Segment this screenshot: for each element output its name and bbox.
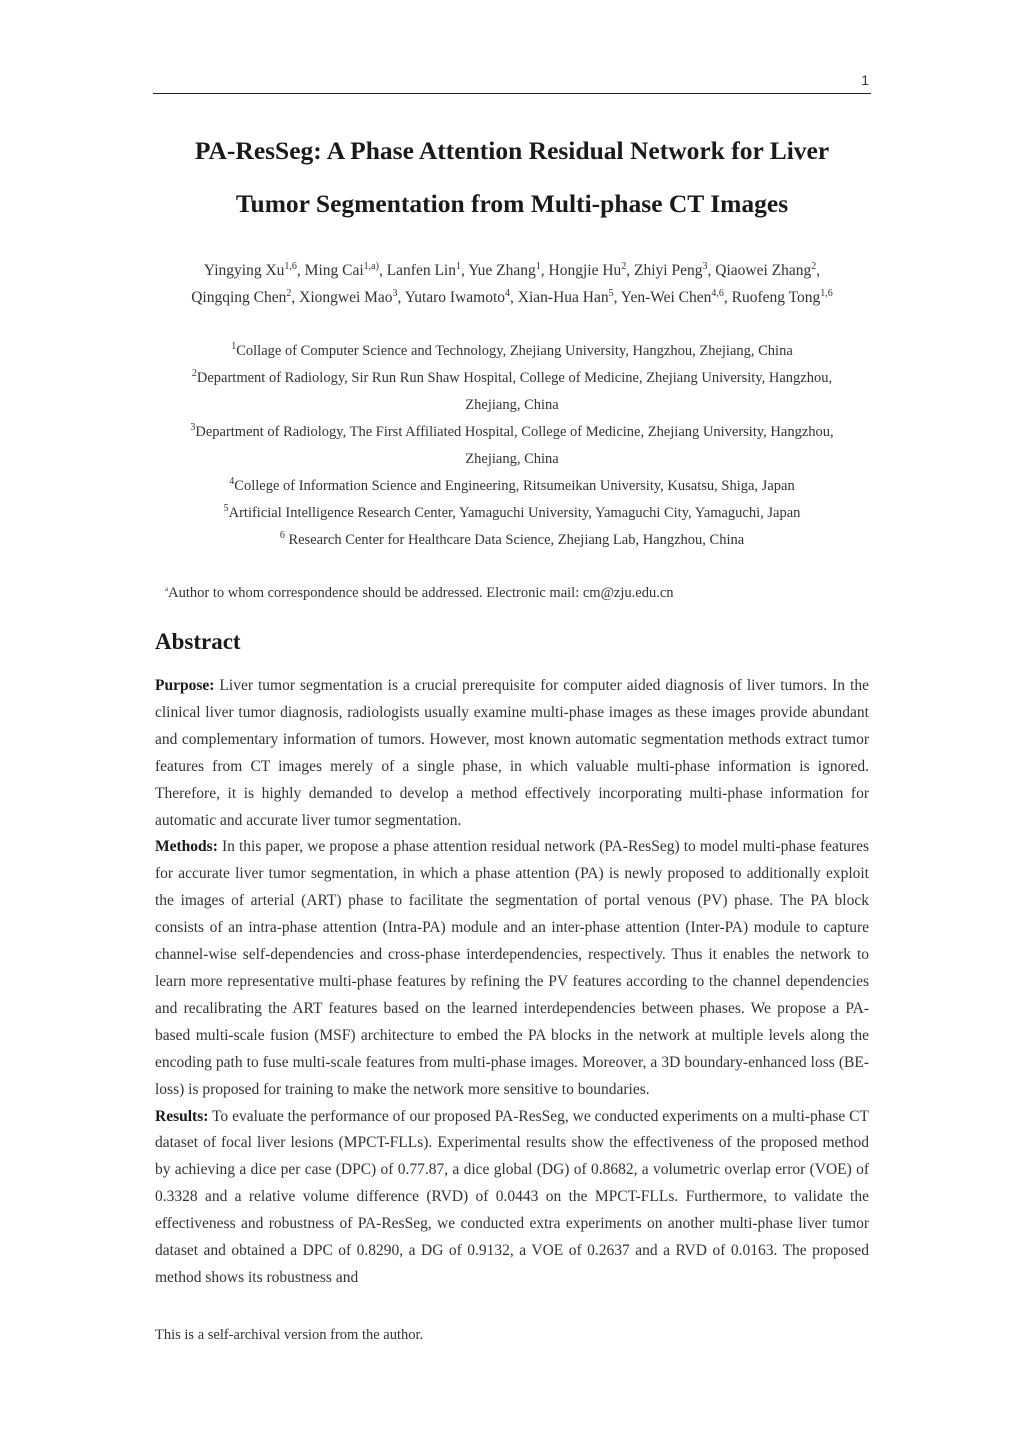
affiliation-text: Artificial Intelligence Research Center, Yamaguchi University, Yamaguchi City, Yamaguchi, Japan (228, 505, 801, 521)
author-affiliation-marker: 1,6 (284, 260, 297, 272)
affiliation-marker: 4 (229, 476, 235, 488)
abstract-methods (155, 834, 869, 1103)
affiliation-line (100, 343, 924, 360)
section-text-methods: In this paper, we propose a phase attention residual network (PA-ResSeg) to model multi-phase features for accurate liver tumor segmentation, in which a phase attention (PA) is newly proposed to additionally exploit the images of arterial (ART) phase to facilitate the segmentation of portal venous (PV) phase. The PA block consists of an intra-phase attention (Intra-PA) module and an inter-phase attention (Inter-PA) module to capture channel-wise self-dependencies and cross-phase interdependencies, respectively. Thus it enables the network to learn more representative multi-phase features by refining the PV features according to the channel dependencies and recalibrating the ART features based on the learned interdependencies between phases. We propose a PA-based multi-scale fusion (MSF) architecture to embed the PA blocks in the network at multiple levels along the encoding path to fuse multi-scale features from multi-phase images. Moreover, a 3D boundary-enhanced loss (BE-loss) is proposed for training to make the network more sensitive to boundaries. (155, 838, 869, 1098)
author-affiliation-marker: 1 (456, 260, 461, 272)
correspondence-note (165, 585, 674, 602)
author-separator: , (540, 262, 549, 279)
author-name: Qiaowei Zhang (715, 262, 812, 279)
author-affiliation-marker: 2 (286, 287, 292, 299)
author-separator: , (296, 262, 305, 279)
affiliation-marker: 1 (231, 341, 237, 353)
affiliation-marker: 3 (190, 422, 196, 434)
section-text-purpose: Liver tumor segmentation is a crucial prerequisite for computer aided diagnosis of liver tumors. In the clinical liver tumor diagnosis, radiologists usually examine multi-phase images as these images provide abundant and complementary information of tumors. However, most known automatic segmentation methods extract tumor features from CT images merely of a single phase, in which valuable multi-phase information is ignored. Therefore, it is highly demanded to develop a method effectively incorporating multi-phase information for automatic and accurate liver tumor segmentation. (155, 677, 869, 829)
author-name: Zhiyi Peng (634, 262, 703, 279)
author-name: Yingying Xu (203, 262, 285, 279)
author-name: Ming Cai (304, 262, 364, 279)
affiliation-text: Department of Radiology, Sir Run Run Shaw Hospital, College of Medicine, Zhejiang University, Hangzhou, (196, 370, 833, 386)
affiliation-text: Zhejiang, China (465, 451, 559, 467)
author-affiliation-marker: 4 (505, 287, 511, 299)
author-separator: , (510, 289, 518, 306)
author-separator: , (816, 262, 821, 279)
affiliation-line (100, 424, 924, 441)
affiliation-line (100, 451, 924, 468)
author-separator: , (397, 289, 405, 306)
affiliation-text: Collage of Computer Science and Technology, Zhejiang University, Hangzhou, Zhejiang, China (236, 343, 793, 359)
affiliation-marker: 6 (279, 530, 285, 542)
author-list-line-2 (100, 289, 924, 307)
section-text-results: To evaluate the performance of our proposed PA-ResSeg, we conducted experiments on a multi-phase CT dataset of focal liver lesions (MPCT-FLLs). Experimental results show the effectiveness of the proposed method by achieving a dice per case (DPC) of 0.77.87, a dice global (DG) of 0.8682, a volumetric overlap error (VOE) of 0.3328 and a relative volume difference (RVD) of 0.0443 on the MPCT-FLLs. Furthermore, to validate the effectiveness and robustness of PA-ResSeg, we conducted extra experiments on another multi-phase liver tumor dataset and obtained a DPC of 0.8290, a DG of 0.9132, a VOE of 0.2637 and a RVD of 0.0163. The proposed method shows its robustness and (155, 1107, 869, 1286)
author-affiliation-marker: 4,6 (711, 287, 724, 299)
author-separator: , (613, 289, 621, 306)
section-label-results: Results: (155, 1107, 209, 1125)
author-name: Lanfen Lin (386, 262, 456, 279)
author-name: Xian-Hua Han (517, 289, 609, 306)
correspondence-text: Author to whom correspondence should be addressed. Electronic mail: cm@zju.edu.cn (168, 585, 674, 601)
affiliation-line (100, 505, 924, 522)
author-affiliation-marker: 2 (811, 260, 817, 272)
paper-title-line-1: PA-ResSeg: A Phase Attention Residual Network for Liver (194, 136, 830, 165)
abstract-body (155, 673, 869, 1292)
affiliation-marker: 5 (223, 503, 229, 515)
affiliation-line (100, 370, 924, 387)
author-name: Qingqing Chen (191, 289, 287, 306)
author-affiliation-marker: 3 (392, 287, 398, 299)
author-separator: , (626, 262, 635, 279)
author-separator: , (707, 262, 716, 279)
affiliation-text: Department of Radiology, The First Affiliated Hospital, College of Medicine, Zhejiang University, Hangzhou, (195, 424, 834, 440)
author-name: Yutaro Iwamoto (404, 289, 506, 306)
author-separator: , (291, 289, 300, 306)
author-separator: , (723, 289, 732, 306)
correspondence-marker: a (165, 585, 169, 594)
author-affiliation-marker: 5 (608, 287, 614, 299)
author-affiliation-marker: 1,a) (363, 260, 379, 272)
author-affiliation-marker: 1,6 (820, 287, 833, 299)
author-name: Xiongwei Mao (299, 289, 393, 306)
author-name: Yue Zhang (468, 262, 536, 279)
author-separator: , (378, 262, 387, 279)
author-name: Yen-Wei Chen (620, 289, 712, 306)
section-label-methods: Methods: (155, 838, 218, 856)
affiliation-text: Research Center for Healthcare Data Science, Zhejiang Lab, Hangzhou, China (284, 532, 745, 548)
affiliation-marker: 2 (191, 368, 197, 380)
author-list-line-1 (100, 262, 924, 280)
abstract-heading: Abstract (155, 629, 241, 654)
paper-title-line-2: Tumor Segmentation from Multi-phase CT Images (235, 189, 789, 218)
abstract-results (155, 1104, 869, 1292)
author-affiliation-marker: 3 (702, 260, 708, 272)
header-rule (153, 93, 871, 94)
footer-note: This is a self-archival version from the author. (155, 1327, 424, 1343)
abstract-purpose (155, 673, 869, 834)
affiliation-line (100, 478, 924, 495)
affiliation-text: Zhejiang, China (465, 397, 559, 413)
affiliation-line (100, 397, 924, 414)
page-number: 1 (861, 72, 869, 88)
affiliation-text: College of Information Science and Engineering, Ritsumeikan University, Kusatsu, Shiga, Japan (234, 478, 795, 494)
author-separator: , (461, 262, 469, 279)
author-name: Ruofeng Tong (731, 289, 821, 306)
author-affiliation-marker: 1 (535, 260, 541, 272)
affiliation-line (100, 532, 924, 549)
author-name: Hongjie Hu (548, 262, 622, 279)
section-label-purpose: Purpose: (155, 677, 215, 694)
author-affiliation-marker: 2 (621, 260, 627, 272)
